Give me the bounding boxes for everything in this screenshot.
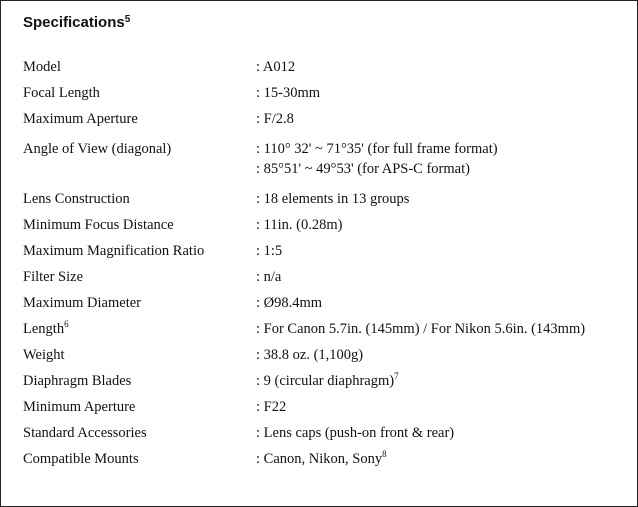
spec-value-line [256,449,387,469]
spec-label-text: Filter Size [23,269,84,285]
spec-label [23,371,131,391]
spec-value-line [256,293,322,313]
spec-value [256,345,363,365]
spec-value-text: : A012 [256,59,296,75]
heading-footnote-marker: 5 [124,14,131,25]
spec-value-line [256,371,399,391]
spec-value-line [256,345,363,365]
spec-value-text: : 110° 32' ~ 71°35' (for full frame format) [256,141,498,157]
spec-label [23,57,61,77]
spec-value-line [256,159,498,179]
spec-value [256,449,387,469]
spec-value-text: : Ø98.4mm [256,295,323,311]
spec-label [23,319,69,339]
specifications-heading [23,14,130,31]
spec-label-text: Angle of View (diagonal) [23,141,172,157]
spec-label [23,423,147,443]
spec-value-line [256,397,286,417]
spec-label-text: Maximum Diameter [23,295,141,311]
spec-value-line [256,83,320,103]
spec-label [23,267,83,287]
spec-value-line [256,215,342,235]
spec-value [256,267,281,287]
spec-value [256,109,294,129]
spec-label-text: Model [23,59,61,75]
spec-value-text: : 1:5 [256,243,283,259]
spec-label-text: Maximum Magnification Ratio [23,243,205,259]
spec-value [256,371,399,391]
spec-value-text: : Canon, Nikon, Sony [256,451,383,467]
spec-value [256,293,322,313]
spec-value-line [256,189,409,209]
spec-label [23,189,130,209]
spec-value [256,423,454,443]
spec-value-text: : n/a [256,269,282,285]
spec-label [23,345,65,365]
spec-value [256,57,295,77]
spec-value-text: : 85°51' ~ 49°53' (for APS-C format) [256,161,470,177]
footnote-marker: 6 [64,319,69,329]
spec-value-text: : For Canon 5.7in. (145mm) / For Nikon 5.6in. (143mm) [256,321,586,337]
spec-label-text: Minimum Focus Distance [23,217,174,233]
spec-label-text: Lens Construction [23,191,130,207]
spec-label [23,449,139,469]
footnote-marker: 8 [382,449,387,459]
spec-label [23,397,135,417]
spec-label-text: Minimum Aperture [23,399,136,415]
spec-value-line [256,241,282,261]
spec-label-text: Maximum Aperture [23,111,138,127]
spec-label-text: Focal Length [23,85,100,101]
spec-value-line [256,423,454,443]
spec-value-line [256,139,498,159]
spec-value [256,397,286,417]
spec-label-text: Weight [23,347,65,363]
spec-value-text: : 9 (circular diaphragm) [256,373,395,389]
spec-value [256,83,320,103]
spec-label [23,83,100,103]
spec-value-text: : 18 elements in 13 groups [256,191,410,207]
spec-value-text: : 38.8 oz. (1,100g) [256,347,364,363]
spec-value [256,189,409,209]
spec-value [256,241,282,261]
spec-value-text: : F22 [256,399,287,415]
spec-label [23,293,141,313]
spec-value-line [256,109,294,129]
spec-value [256,139,498,179]
spec-value-text: : Lens caps (push-on front & rear) [256,425,455,441]
spec-value [256,319,585,339]
spec-value [256,215,342,235]
spec-value-text: : F/2.8 [256,111,294,127]
spec-label [23,241,204,261]
spec-value-text: : 15-30mm [256,85,321,101]
spec-label [23,109,138,129]
spec-value-text: : 11in. (0.28m) [256,217,343,233]
spec-label [23,139,171,159]
heading-title: Specifications [23,14,125,31]
spec-label-text: Standard Accessories [23,425,147,441]
spec-label-text: Length [23,321,65,337]
footnote-marker: 7 [394,371,399,381]
spec-value-line [256,267,281,287]
spec-value-line [256,57,295,77]
spec-value-line [256,319,585,339]
spec-label-text: Compatible Mounts [23,451,139,467]
spec-label-text: Diaphragm Blades [23,373,132,389]
spec-label [23,215,174,235]
